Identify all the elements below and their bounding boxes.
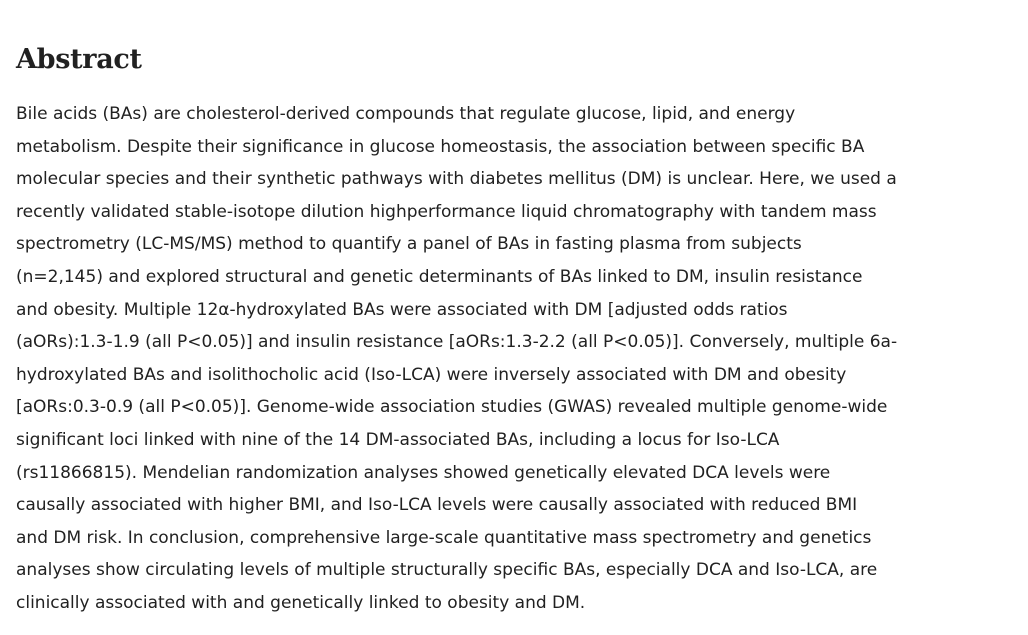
abstract-heading: Abstract (16, 44, 142, 75)
abstract-section (16, 40, 1006, 620)
abstract-body: Bile acids (BAs) are cholesterol-derived compounds that regulate glucose, lipid, and energy metabolism. Despite their significance in glucose homeostasis, the association between specific BA molecular species and their synthetic pathways with diabetes mellitus (DM) is unclear. Here, we used a recently validated stable-isotope dilution highperformance liquid chromatography with tandem mass spectrometry (LC-MS/MS) method to quantify a panel of BAs in fasting plasma from subjects (n=2,145) and explored structural and genetic determinants of BAs linked to DM, insulin resistance and obesity. Multiple 12α-hydroxylated BAs were associated with DM [adjusted odds ratios (aORs):1.3-1.9 (all P<0.05)] and insulin resistance [aORs:1.3-2.2 (all P<0.05)]. Conversely, multiple 6a- hydroxylated BAs and isolithocholic acid (Iso-LCA) were inversely associated with DM and obesity [aORs:0.3-0.9 (all P<0.05)]. Genome-wide association studies (GWAS) revealed multiple genome-wide significant loci linked with nine of the 14 DM-associated BAs, including a locus for Iso-LCA (rs11866815). Mendelian randomization analyses showed genetically elevated DCA levels were causally associated with higher BMI, and Iso-LCA levels were causally associated with reduced BMI and DM risk. In conclusion, comprehensive large-scale quantitative mass spectrometry and genetics analyses show circulating levels of multiple structurally specific BAs, especially DCA and Iso-LCA, are clinically associated with and genetically linked to obesity and DM. (16, 104, 898, 613)
